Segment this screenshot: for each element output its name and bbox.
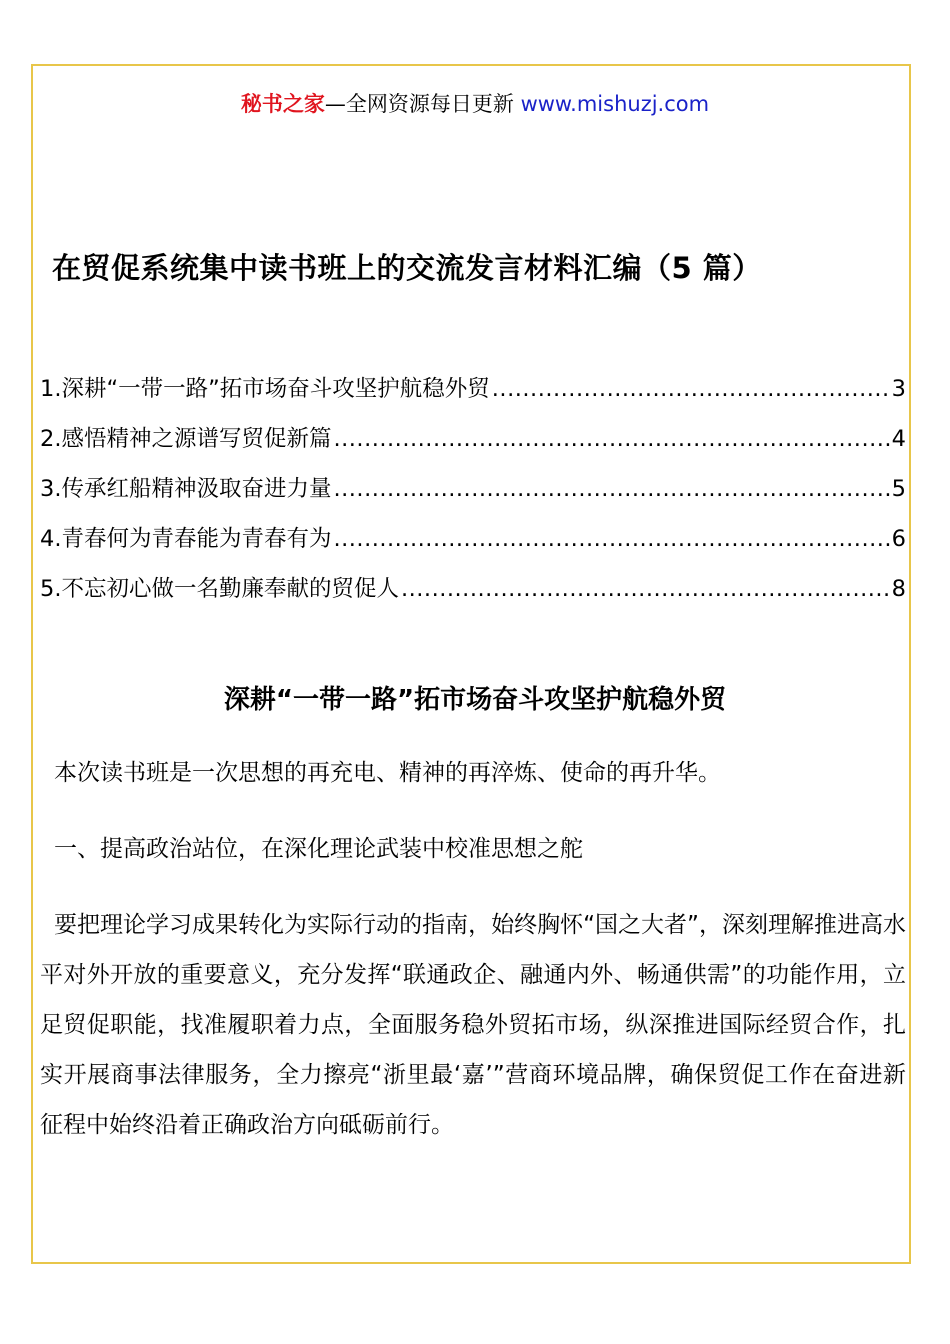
toc-item-label: 1.深耕“一带一路”拓市场奋斗攻坚护航稳外贸 [40, 376, 490, 402]
tagline: —全网资源每日更新 [324, 92, 514, 116]
section-heading: 深耕“一带一路”拓市场奋斗攻坚护航稳外贸 [223, 685, 727, 715]
toc-item[interactable] [40, 370, 906, 420]
subheading-paragraph [40, 824, 906, 874]
toc-item-label: 5.不忘初心做一名勤廉奉献的贸促人 [40, 576, 399, 602]
toc-leader-dots [333, 470, 889, 508]
toc-item-page: 6 [891, 526, 906, 552]
document-title: 在贸促系统集中读书班上的交流发言材料汇编（5 篇） [52, 251, 762, 285]
toc-item[interactable] [40, 570, 906, 620]
toc-leader-dots [401, 570, 890, 608]
toc-leader-dots [492, 370, 890, 408]
site-url-link[interactable]: www.mishuzj.com [520, 92, 710, 116]
brand-name: 秘书之家 [240, 92, 325, 116]
body-paragraph-text: 要把理论学习成果转化为实际行动的指南，始终胸怀“国之大者”，深刻理解推进高水平对外开放的重要意义，充分发挥“联通政企、融通内外、畅通供需”的功能作用，立足贸促职能，找准履职着力点，全面服务稳外贸拓市场，纵深推进国际经贸合作，扎实开展商事法律服务，全力擦亮“浙里最‘嘉’”营商环境品牌，确保贸促工作在奋进新征程中始终沿着正确政治方向砥砺前行。 [40, 912, 906, 1138]
toc-item[interactable] [40, 520, 906, 570]
toc-item-page: 4 [891, 426, 906, 452]
intro-paragraph [40, 748, 906, 798]
body-paragraph [40, 900, 906, 1150]
toc-item[interactable] [40, 470, 906, 520]
site-header [0, 88, 950, 120]
toc-item-label: 3.传承红船精神汲取奋进力量 [40, 476, 332, 502]
toc-item[interactable] [40, 420, 906, 470]
toc-leader-dots [333, 420, 889, 458]
toc-item-page: 5 [891, 476, 906, 502]
intro-paragraph-text: 本次读书班是一次思想的再充电、精神的再淬炼、使命的再升华。 [54, 760, 721, 786]
subheading-paragraph-text: 一、提高政治站位，在深化理论武装中校准思想之舵 [54, 836, 583, 862]
table-of-contents [40, 370, 906, 620]
toc-leader-dots [333, 520, 889, 558]
toc-item-page: 8 [891, 576, 906, 602]
toc-item-page: 3 [891, 376, 906, 402]
toc-item-label: 2.感悟精神之源谱写贸促新篇 [40, 426, 332, 452]
toc-item-label: 4.青春何为青春能为青春有为 [40, 526, 332, 552]
